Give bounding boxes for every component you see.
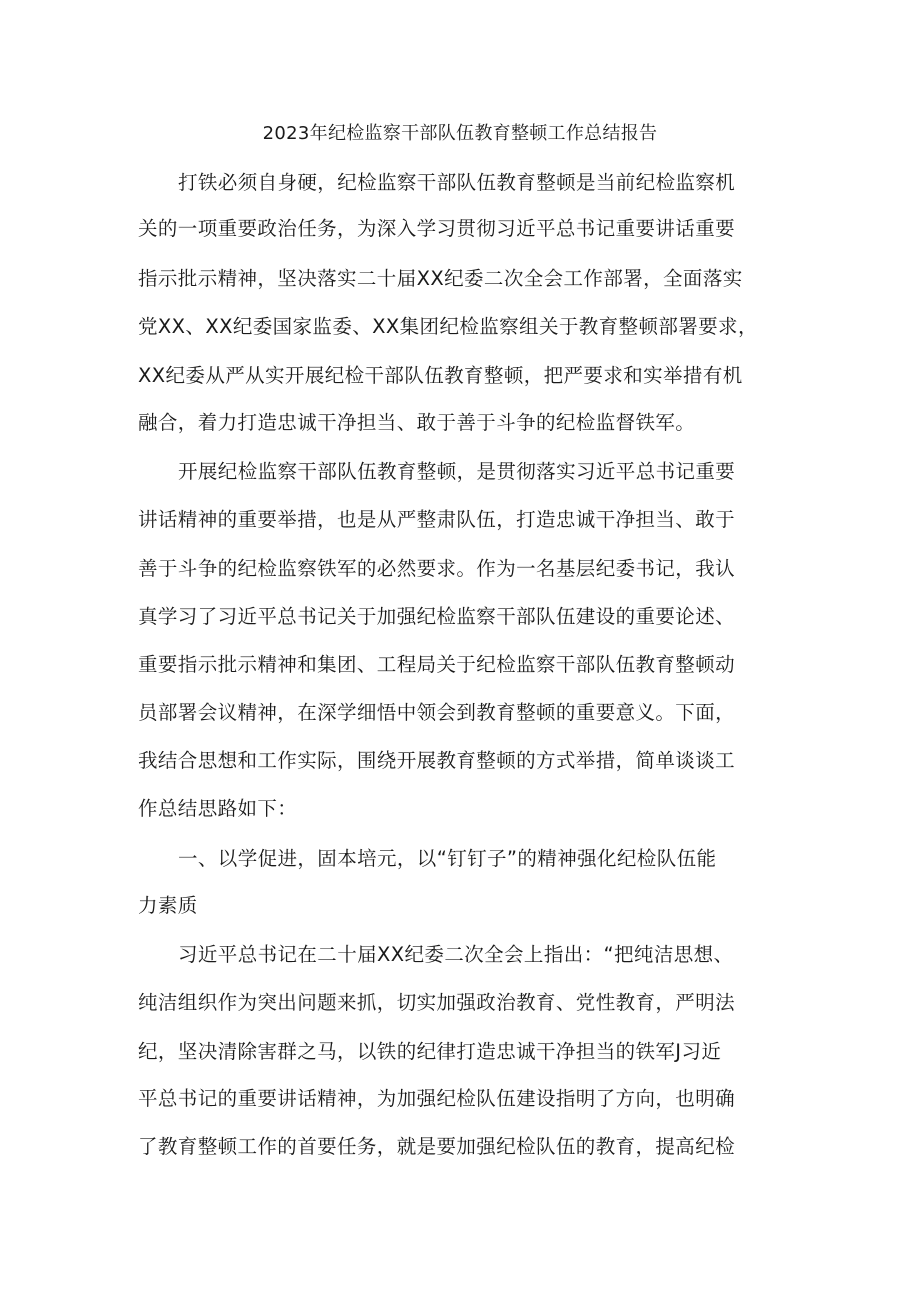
text-line: 指示批示精神，坚决落实二十届XX纪委二次全会工作部署，全面落实 bbox=[138, 267, 743, 290]
text-line: 关的一项重要政治任务，为深入学习贯彻习近平总书记重要讲话重要 bbox=[138, 217, 736, 240]
text-line: XX纪委从严从实开展纪检干部队伍教育整顿，把严要求和实举措有机 bbox=[138, 364, 743, 387]
document-title: 2023年纪检监察干部队伍教育整顿工作总结报告 bbox=[262, 123, 658, 144]
text-line: 平总书记的重要讲话精神，为加强纪检队伍建设指明了方向，也明确 bbox=[138, 1087, 736, 1110]
text-line: 党XX、XX纪委国家监委、XX集团纪检监察组关于教育整顿部署要求， bbox=[138, 315, 758, 338]
text-line: 开展纪检监察干部队伍教育整顿，是贯彻落实习近平总书记重要 bbox=[178, 460, 736, 483]
text-line: 融合，着力打造忠诚干净担当、敢于善于斗争的纪检监督铁军。 bbox=[138, 411, 696, 434]
text-line: 习近平总书记在二十届XX纪委二次全会上指出：“把纯洁思想、 bbox=[178, 943, 734, 966]
text-line: 讲话精神的重要举措，也是从严整肃队伍，打造忠诚干净担当、敢于 bbox=[138, 508, 736, 531]
text-line: 真学习了习近平总书记关于加强纪检监察干部队伍建设的重要论述、 bbox=[138, 605, 736, 628]
section-heading: 力素质 bbox=[138, 894, 198, 917]
text-line: 打铁必须自身硬，纪检监察干部队伍教育整顿是当前纪检监察机 bbox=[178, 171, 736, 194]
text-line: 作总结思路如下： bbox=[138, 797, 298, 820]
text-line: 纪，坚决清除害群之马，以铁的纪律打造忠诚干净担当的铁军J习近 bbox=[138, 1040, 722, 1063]
section-heading: 一、以学促进，固本培元，以“钉钉子”的精神强化纪检队伍能 bbox=[178, 847, 717, 870]
text-line: 我结合思想和工作实际，围绕开展教育整顿的方式举措，简单谈谈工 bbox=[138, 749, 736, 772]
text-line: 善于斗争的纪检监察铁军的必然要求。作为一名基层纪委书记，我认 bbox=[138, 557, 736, 580]
text-line: 了教育整顿工作的首要任务，就是要加强纪检队伍的教育，提高纪检 bbox=[138, 1135, 736, 1158]
text-line: 员部署会议精神，在深学细悟中领会到教育整顿的重要意义。下面， bbox=[138, 701, 736, 724]
text-line: 纯洁组织作为突出问题来抓，切实加强政治教育、党性教育，严明法 bbox=[138, 991, 736, 1014]
text-line: 重要指示批示精神和集团、工程局关于纪检监察干部队伍教育整顿动 bbox=[138, 653, 736, 676]
